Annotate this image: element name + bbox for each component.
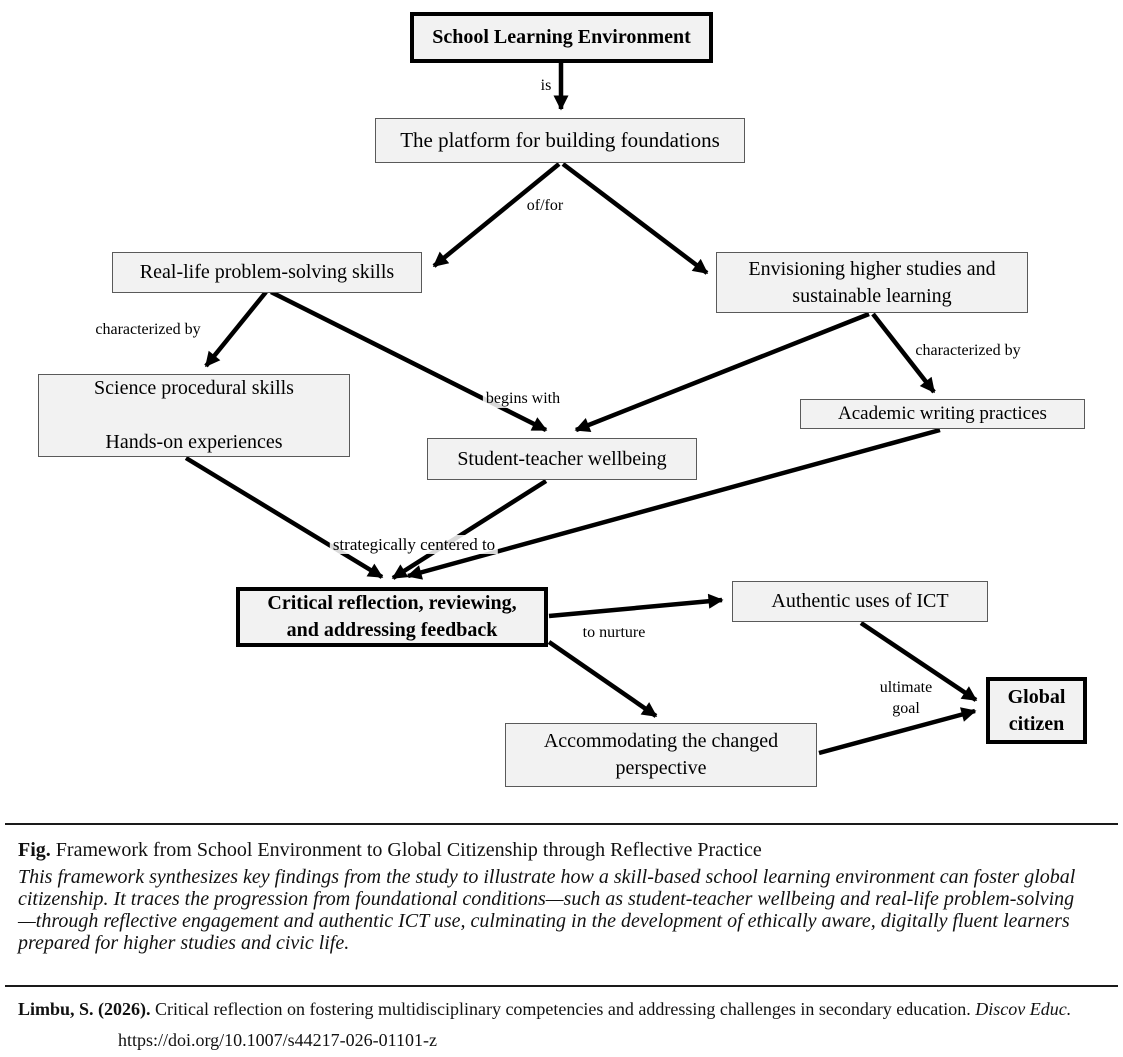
edge-label-begins-with: begins with — [483, 389, 563, 408]
caption-divider-top — [5, 823, 1118, 825]
figure-caption — [18, 838, 1093, 862]
edge-label-characterized-by-right: characterized by — [912, 341, 1023, 360]
node-global-citizen: Global citizen — [986, 677, 1087, 744]
edge-critical-to-accommodating — [549, 642, 656, 716]
edge-label-ultimate-goal: ultimate goal — [877, 677, 935, 719]
edge-science-to-critical — [186, 458, 382, 577]
reference-journal: Discov Educ. — [975, 999, 1072, 1019]
edge-platform-to-envisioning — [563, 164, 707, 273]
edge-reallife-to-science — [206, 292, 266, 366]
node-envisioning-higher-studies: Envisioning higher studies and sustainable learning — [716, 252, 1028, 313]
figure-description: This framework synthesizes key findings from the study to illustrate how a skill-based school learning environment can foster global citizenship. It traces the progression from foundational conditions—such as student-teacher wellbeing and real-life problem-solving—through reflective engagement and authentic ICT use, culminating in the development of ethically aware, digitally fluent learners prepared for higher studies and civic life. — [18, 866, 1076, 954]
edge-label-of-for: of/for — [524, 196, 566, 215]
edge-label-to-nurture: to nurture — [580, 623, 649, 642]
reference-title: Critical reflection on fostering multidisciplinary competencies and addressing challenges in secondary education. — [155, 999, 971, 1019]
doi-link[interactable]: https://doi.org/10.1007/s44217-026-01101-z — [118, 1030, 437, 1050]
edge-label-characterized-by-left: characterized by — [92, 320, 203, 339]
node-platform-for-building-foundations: The platform for building foundations — [375, 118, 745, 163]
reference-divider — [5, 985, 1118, 987]
reference — [18, 994, 1110, 1056]
edge-wellbeing-to-critical — [393, 481, 546, 578]
node-authentic-uses-of-ict: Authentic uses of ICT — [732, 581, 988, 622]
node-academic-writing-practices: Academic writing practices — [800, 399, 1085, 429]
node-school-learning-environment: School Learning Environment — [410, 12, 713, 63]
edge-critical-to-ict — [549, 600, 722, 616]
node-student-teacher-wellbeing: Student-teacher wellbeing — [427, 438, 697, 480]
reference-authors: Limbu, S. (2026). — [18, 999, 151, 1019]
edge-label-is: is — [538, 76, 555, 95]
node-science-procedural-skills: Science procedural skills Hands-on experiences — [38, 374, 350, 457]
figure-caption-title: Framework from School Environment to Global Citizenship through Reflective Practice — [55, 839, 762, 861]
node-critical-reflection-feedback: Critical reflection, reviewing, and addressing feedback — [236, 587, 548, 647]
figure-caption-label: Fig. — [18, 839, 51, 861]
node-real-life-problem-solving-skills: Real-life problem-solving skills — [112, 252, 422, 293]
node-accommodating-changed-perspective: Accommodating the changed perspective — [505, 723, 817, 787]
edge-label-strategically-centered-to: strategically centered to — [330, 535, 498, 554]
edge-platform-to-reallife — [434, 164, 559, 266]
